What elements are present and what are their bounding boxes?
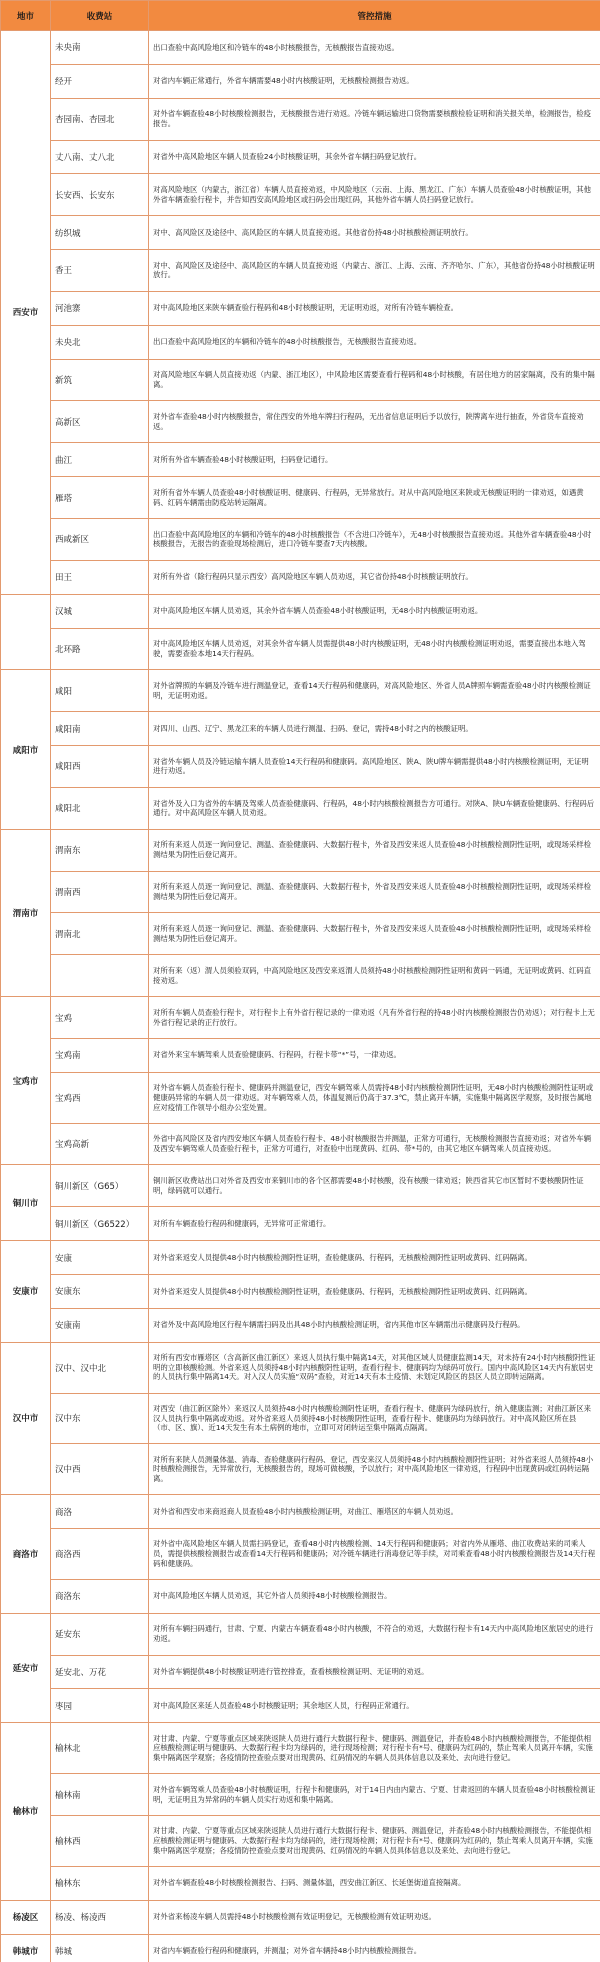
table-row — [1, 871, 600, 913]
measure-cell: 对所有车辆扫码通行，甘肃、宁夏、内蒙古车辆查看48小时内核酸，不符合的劝返，大数据行程卡有14天内中高风险地区旅居史的进行劝返。 — [149, 1613, 600, 1655]
measure-cell: 对省外来宝车辆驾乘人员查验健康码、行程码，行程卡带“*”号，一律劝返。 — [149, 1038, 600, 1072]
measure-cell: 对中高风险区来延人员查验48小时核酸证明；其余地区人员，行程码正常通行。 — [149, 1689, 600, 1723]
measure-cell: 铜川新区收费站出口对外省及西安市来铜川市的各个区都需要48小时核酸，没有核酸一律劝返；陕西省其它市区暂时不要核酸阴性证明，绿码就可以通行。 — [149, 1165, 600, 1207]
station-cell: 汉中、汉中北 — [51, 1342, 149, 1393]
table-row — [1, 1934, 600, 1962]
measure-cell: 对外省车辆人员查验行程卡、健康码并测温登记，西安车辆驾乘人员需持48小时内核酸检测阴性证明，无48小时内核酸检测阴性证明或健康码异常的车辆人员一律劝返。对车辆驾乘人员，体温复测后仍高于37.3℃，禁止离开车辆，实施集中隔离医学观察，及时报告属地应对疫情工作领导小组办公室处置。 — [149, 1072, 600, 1123]
table-row — [1, 1900, 600, 1934]
station-cell: 榆林南 — [51, 1774, 149, 1816]
station-cell: 田王 — [51, 560, 149, 594]
table-row — [1, 955, 600, 997]
table-row — [1, 518, 600, 560]
station-cell: 曲江 — [51, 443, 149, 477]
station-cell: 咸阳北 — [51, 787, 149, 829]
station-cell: 杏园南、杏园北 — [51, 98, 149, 140]
station-cell: 安康 — [51, 1241, 149, 1275]
station-cell: 韩城 — [51, 1934, 149, 1962]
station-cell: 商洛 — [51, 1495, 149, 1529]
measure-cell: 对中、高风险区及途径中、高风险区的车辆人员直接劝返。其他省份持48小时核酸检测证明放行。 — [149, 216, 600, 250]
station-cell: 安康南 — [51, 1308, 149, 1342]
station-cell: 铜川新区（G6522） — [51, 1207, 149, 1241]
station-cell: 西咸新区 — [51, 518, 149, 560]
table-row — [1, 829, 600, 871]
header-measures: 管控措施 — [149, 1, 600, 31]
header-station: 收费站 — [51, 1, 149, 31]
table-row — [1, 401, 600, 443]
measure-cell: 对外省来返安人员提供48小时内核酸检测阴性证明，查验健康码、行程码，无核酸检测阴性证明或黄码、红码隔离。 — [149, 1275, 600, 1309]
station-cell: 香王 — [51, 250, 149, 292]
measure-cell: 对所有车辆人员查验行程卡，对行程卡上有外省行程记录的一律劝返（凡有外省行程的持48小时内核酸检测报告仍劝返）；对行程卡上无外省行程记录的正行放行。 — [149, 997, 600, 1039]
table-row — [1, 140, 600, 174]
table-row — [1, 477, 600, 519]
city-cell: 杨凌区 — [1, 1900, 51, 1934]
station-cell: 高新区 — [51, 401, 149, 443]
measure-cell: 出口查验中高风险地区的车辆和冷链车的48小时核酸报告（不含进口冷链车），无48小时核酸报告直接劝返。其他外省车辆查验48小时核酸报告，无报告的查验现场检测后，进口冷链车要查7天内核酸。 — [149, 518, 600, 560]
station-cell: 纺织城 — [51, 216, 149, 250]
measure-cell: 对中高风险地区车辆人员劝返，其余外省车辆人员查验48小时核酸证明，无48小时内核酸证明劝返。 — [149, 594, 600, 628]
measure-cell: 对中、高风险区及途径中、高风险区的车辆人员直接劝返（内蒙古、浙江、上海、云南、齐齐哈尔、广东），其他省份持48小时核酸证明放行。 — [149, 250, 600, 292]
station-cell — [51, 955, 149, 997]
city-cell: 商洛市 — [1, 1495, 51, 1614]
measure-cell: 对省外车辆人员及冷链运输车辆人员查验14天行程码和健康码。高风险地区、陕A、陕U牌车辆需提供48小时内核酸检测证明，无证明进行劝返。 — [149, 746, 600, 788]
measure-cell: 对外省来杨凌车辆人员需持48小时核酸检测有效证明登记，无核酸检测有效证明劝返。 — [149, 1900, 600, 1934]
table-row — [1, 594, 600, 628]
station-cell: 商洛西 — [51, 1529, 149, 1580]
city-cell — [1, 594, 51, 670]
measure-cell: 对省内车辆正常通行，外省车辆需要48小时内核酸证明，无核酸检测报告劝返。 — [149, 64, 600, 98]
table-row — [1, 443, 600, 477]
measure-cell: 对高风险地区（内蒙古，浙江省）车辆人员直接劝返，中风险地区（云南、上海、黑龙江、广东）车辆人员查验48小时核酸证明，其他外省车辆查验行程卡，并告知西安高风险地区或扫码会出现红码，其他外省车辆人员扫码登记放行。 — [149, 174, 600, 216]
table-row — [1, 1579, 600, 1613]
table-row — [1, 787, 600, 829]
measure-cell: 对省外中高风险地区车辆人员查验24小时核酸证明，其余外省车辆扫码登记放行。 — [149, 140, 600, 174]
table-row — [1, 913, 600, 955]
table-row — [1, 1123, 600, 1165]
measure-cell: 对所有来陕人员测量体温、消毒、查验健康码行程码、登记，西安来汉人员须持48小时内核酸检测阴性证明；对外省来返人员须持48小时核酸检测报告，无异常放行，无核酸报告的，现场可做核酸，予以放行；对中高风险地区一律劝返，行程码中出现黄码或红码转运隔离。 — [149, 1444, 600, 1495]
city-cell: 安康市 — [1, 1241, 51, 1343]
station-cell: 雁塔 — [51, 477, 149, 519]
table-row — [1, 1072, 600, 1123]
measure-cell: 对所有来返人员逐一询问登记、测温、查验健康码、大数据行程卡，外省及西安来返人员查验48小时核酸检测阴性证明，或现场采样检测结果为阴性后登记离开。 — [149, 871, 600, 913]
table-row — [1, 560, 600, 594]
table-row — [1, 1393, 600, 1444]
table-row — [1, 1444, 600, 1495]
table-row — [1, 216, 600, 250]
table-row — [1, 997, 600, 1039]
station-cell: 商洛东 — [51, 1579, 149, 1613]
table-row — [1, 1275, 600, 1309]
station-cell: 渭南北 — [51, 913, 149, 955]
table-row — [1, 64, 600, 98]
station-cell: 经开 — [51, 64, 149, 98]
table-row — [1, 712, 600, 746]
measure-cell: 对中高风险地区车辆人员劝返，其它外省人员须持48小时核酸检测报告。 — [149, 1579, 600, 1613]
measure-cell: 对中高风险地区来陕车辆查验行程码和48小时核酸证明，无证明劝返，对所有冷链车辆检查。 — [149, 291, 600, 325]
measure-cell: 对外省和西安市来商返商人员查验48小时内核酸检测证明，对曲江、雁塔区的车辆人员劝返。 — [149, 1495, 600, 1529]
station-cell: 渭南西 — [51, 871, 149, 913]
table-row — [1, 1655, 600, 1689]
table-header-row — [1, 1, 600, 31]
station-cell: 北环路 — [51, 628, 149, 670]
measure-cell: 对所有车辆查验行程码和健康码，无异常可正常通行。 — [149, 1207, 600, 1241]
station-cell: 宝鸡高新 — [51, 1123, 149, 1165]
table-row — [1, 1815, 600, 1866]
station-cell: 咸阳西 — [51, 746, 149, 788]
table-row — [1, 1689, 600, 1723]
station-cell: 河池寨 — [51, 291, 149, 325]
city-cell: 渭南市 — [1, 829, 51, 996]
station-cell: 铜川新区（G65） — [51, 1165, 149, 1207]
measure-cell: 对所有外省车辆查验48小时核酸证明，扫码登记通行。 — [149, 443, 600, 477]
station-cell: 汉城 — [51, 594, 149, 628]
measure-cell: 对所有来（返）渭人员须验双码，中高风险地区及西安来返渭人员须持48小时核酸检测阴性证明和黄码一码通，无证明或黄码、红码直接劝返。 — [149, 955, 600, 997]
city-cell: 铜川市 — [1, 1165, 51, 1241]
station-cell: 杨凌、杨凌西 — [51, 1900, 149, 1934]
table-row — [1, 291, 600, 325]
station-cell: 汉中西 — [51, 1444, 149, 1495]
table-row — [1, 1241, 600, 1275]
station-cell: 咸阳南 — [51, 712, 149, 746]
measure-cell: 对外省车辆提供48小时核酸证明进行管控排查，查看核酸检测证明、无证明的劝返。 — [149, 1655, 600, 1689]
measure-cell: 对外省中高风险地区车辆人员需扫码登记，查看48小时内核酸检测、14天行程码和健康码；对省内外从雁塔、曲江收费站来的司乘人员，需提供核酸检测报告或查看14天行程码和健康码；对冷链车辆进行消毒登记等手续，对司乘查看48小时内核酸检测报告及14天行程码和健康码。 — [149, 1529, 600, 1580]
station-cell: 榆林西 — [51, 1815, 149, 1866]
station-cell: 新筑 — [51, 359, 149, 401]
table-row — [1, 1723, 600, 1774]
measure-cell: 对外省来返安人员提供48小时内核酸检测阴性证明，查验健康码、行程码，无核酸检测阴性证明或黄码、红码隔离。 — [149, 1241, 600, 1275]
table-row — [1, 1774, 600, 1816]
city-cell: 咸阳市 — [1, 670, 51, 829]
measure-cell: 对所有省外车辆人员查验48小时核酸证明、健康码、行程码，无异常放行。对从中高风险地区来陕或无核酸证明的一律劝返，如遇黄码、红码车辆需由防疫站转运隔离。 — [149, 477, 600, 519]
table-body — [1, 31, 600, 1962]
station-cell: 延安北、万花 — [51, 1655, 149, 1689]
city-cell: 榆林市 — [1, 1723, 51, 1900]
measure-cell: 对省外及中高风险地区行程车辆需扫码及出具48小时内核酸检测证明，省内其他市区车辆需出示健康码及行程码。 — [149, 1308, 600, 1342]
station-cell: 汉中东 — [51, 1393, 149, 1444]
station-cell: 咸阳 — [51, 670, 149, 712]
station-cell: 宝鸡西 — [51, 1072, 149, 1123]
table-row — [1, 1529, 600, 1580]
measure-cell: 对甘肃、内蒙、宁夏等重点区域来陕返陕人员进行通行大数据行程卡、健康码、测温登记，并查验48小时内核酸检测报告，不能提供相应核酸检测证明与健康码、大数据行程卡均为绿码的，进行现场检测；对行程卡有*号、健康码为红码的，禁止驾乘人员离开车辆，实施集中隔离医学观察；各疫情防控查验点要对出现黄码、红码情况的车辆人员具体信息以及来处、去向进行登记。 — [149, 1723, 600, 1774]
table-row — [1, 98, 600, 140]
station-cell: 延安东 — [51, 1613, 149, 1655]
station-cell: 枣园 — [51, 1689, 149, 1723]
measure-cell: 对所有来返人员逐一询问登记、测温、查验健康码、大数据行程卡，外省及西安来返人员查验48小时核酸检测阴性证明，或现场采样检测结果为阴性后登记离开。 — [149, 913, 600, 955]
measure-cell: 对中高风险地区车辆人员劝返，对其余外省车辆人员需提供48小时内核酸证明，无48小时内核酸检测证明劝返，需要直接出本地入驾驶，需要查验本地14天行程码。 — [149, 628, 600, 670]
table-row — [1, 1342, 600, 1393]
measure-cell: 对外省车查验48小时内核酸报告，常住西安的外地车牌扫行程码，无出省信息证明后予以放行，陕牌离车进行抽查，外省货车直接劝返。 — [149, 401, 600, 443]
measure-cell: 对所有来返人员逐一询问登记、测温、查验健康码、大数据行程卡，外省及西安来返人员查验48小时核酸检测阴性证明，或现场采样检测结果为阴性后登记离开。 — [149, 829, 600, 871]
measure-cell: 对外省车辆查验48小时核酸检测报告、扫码、测量体温，西安曲江新区、长延堡街道直接隔离。 — [149, 1866, 600, 1900]
table-row — [1, 174, 600, 216]
city-cell: 韩城市 — [1, 1934, 51, 1962]
station-cell: 渭南东 — [51, 829, 149, 871]
table-row — [1, 746, 600, 788]
measure-cell: 对外省车辆查验48小时核酸检测报告，无核酸报告进行劝返。冷链车辆运输进口货物需要核酸检验证明和消关报关单，检测报告，检疫报告。 — [149, 98, 600, 140]
city-cell: 延安市 — [1, 1613, 51, 1723]
measure-cell: 对所有外省（除行程码只显示西安）高风险地区车辆人员劝返，其它省份持48小时核酸证明放行。 — [149, 560, 600, 594]
table-row — [1, 325, 600, 359]
table-row — [1, 1613, 600, 1655]
measure-cell: 对四川、山西、辽宁、黑龙江来的车辆人员进行测温、扫码、登记，需持48小时之内的核酸证明。 — [149, 712, 600, 746]
measure-cell: 出口查验中高风险地区和冷链车的48小时核酸报告，无核酸报告直接劝返。 — [149, 31, 600, 65]
table-row — [1, 359, 600, 401]
measure-cell: 对所有西安市雁塔区（含高新区曲江新区）来返人员执行集中隔离14天，对其他区域人员健康监测14天，对未持有24小时内核酸阴性证明的立即核酸检测。外省来返人员须持48小时内核酸阴性证明，查看行程卡、健康码均为绿码可放行。国内中高风险区14天内有旅居史的人员执行集中隔离14天。对入汉人员实施“双码”查验，对近14天有本土疫情、未划定风险区的县区人员立即转运隔离。 — [149, 1342, 600, 1393]
measure-cell: 对西安（曲江新区除外）来返汉人员须持48小时内核酸检测阴性证明，查看行程卡、健康码为绿码放行，纳入健康监测；对曲江新区来汉人员执行集中隔离或劝返。对外省来返人员须持48小时核酸阴性证明，查看行程卡、健康码均为绿码放行。对中高风险区所在县（市、区、旗）、近14天发生有本土病例的地市，立即可对闭转运至集中隔离点隔离。 — [149, 1393, 600, 1444]
measure-cell: 对高风险地区车辆人员直接劝返（内蒙、浙江地区），中风险地区需要查看行程码和48小时核酸，有居住地方的居家隔离，没有的集中隔离。 — [149, 359, 600, 401]
measure-cell: 对甘肃、内蒙、宁夏等重点区域来陕返陕人员进行通行大数据行程卡、健康码、测温登记，并查验48小时内核酸检测报告，不能提供相应核酸检测证明与健康码、大数据行程卡均为绿码的，进行现场检测；对行程卡有*号、健康码为红码的，禁止驾乘人员离开车辆，实施集中隔离医学观察；各疫情防控查验点要对出现黄码、红码情况的车辆人员具体信息以及来处、去向进行登记。 — [149, 1815, 600, 1866]
table-row — [1, 1866, 600, 1900]
station-cell: 安康东 — [51, 1275, 149, 1309]
measure-cell: 对外省牌照的车辆及冷链车进行测温登记，查看14天行程码和健康码，对高风险地区、外省人员A牌照车辆需查验48小时内核酸检测证明，无证明劝返。 — [149, 670, 600, 712]
table-row — [1, 1038, 600, 1072]
city-cell: 宝鸡市 — [1, 997, 51, 1165]
station-cell: 榆林东 — [51, 1866, 149, 1900]
table-row — [1, 1495, 600, 1529]
station-cell: 榆林北 — [51, 1723, 149, 1774]
measure-cell: 出口查验中高风险地区的车辆和冷链车的48小时核酸报告，无核酸报告直接劝返。 — [149, 325, 600, 359]
station-cell: 宝鸡南 — [51, 1038, 149, 1072]
table-row — [1, 31, 600, 65]
table-row — [1, 250, 600, 292]
header-city: 地市 — [1, 1, 51, 31]
station-cell: 长安西、长安东 — [51, 174, 149, 216]
city-cell: 西安市 — [1, 31, 51, 595]
station-cell: 未央南 — [51, 31, 149, 65]
table-row — [1, 1207, 600, 1241]
table-row — [1, 1165, 600, 1207]
station-cell: 丈八南、丈八北 — [51, 140, 149, 174]
measure-cell: 外省中高风险区及省内西安地区车辆人员查验行程卡、48小时核酸报告并测温，正常方可通行，无核酸检测报告直接劝返；对省外车辆及西安车辆驾乘人员查验行程卡，正常方可通行，对查验中出现黄码、红码、带*号的，由其它地区车辆驾乘人员直接劝返。 — [149, 1123, 600, 1165]
measure-cell: 对省内车辆查验行程码和健康码，并测温；对外省车辆持48小时内核酸检测报告。 — [149, 1934, 600, 1962]
measure-cell: 对外省车辆驾乘人员查验48小时核酸证明，行程卡和健康码，对于14日内由内蒙古、宁夏、甘肃返回的车辆人员查验48小时核酸检测证明，无证明且为异常码的车辆人员实行劝返和集中隔离。 — [149, 1774, 600, 1816]
station-cell: 未央北 — [51, 325, 149, 359]
table-row — [1, 628, 600, 670]
city-cell: 汉中市 — [1, 1342, 51, 1495]
table-row — [1, 670, 600, 712]
table-row — [1, 1308, 600, 1342]
measure-cell: 对省外及入口为省外的车辆及驾乘人员查验健康码、行程码，48小时内核酸检测报告方可通行。对陕A、陕U车辆查验健康码、行程码后通行。对中高风险区车辆人员劝返。 — [149, 787, 600, 829]
station-cell: 宝鸡 — [51, 997, 149, 1039]
